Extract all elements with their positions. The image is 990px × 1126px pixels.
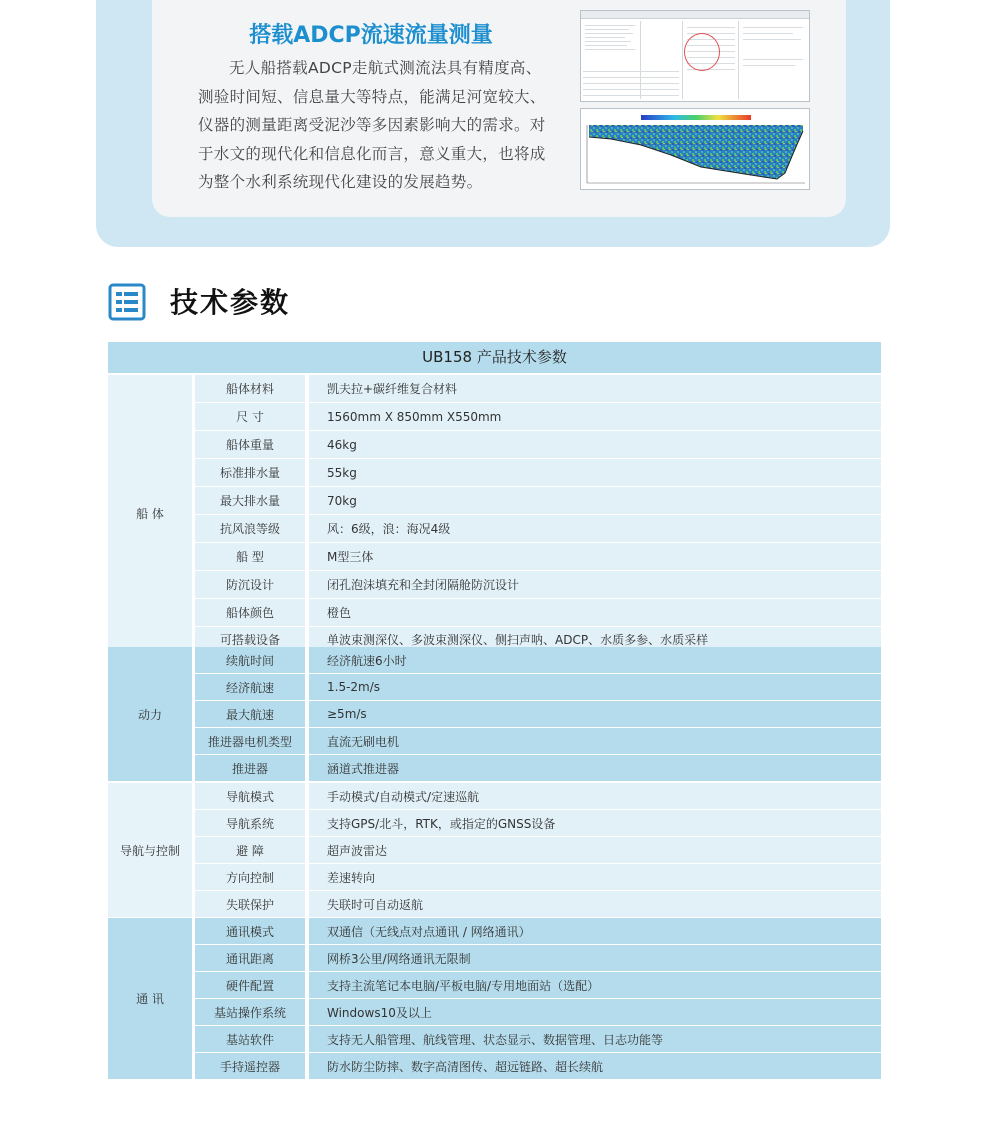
spec-value: 支持无人船管理、航线管理、状态显示、数据管理、日志功能等	[309, 1026, 881, 1052]
velocity-profile-image	[580, 108, 810, 190]
spec-value: 防水防尘防摔、数字高清图传、超远链路、超长续航	[309, 1053, 881, 1079]
spec-key: 标准排水量	[195, 459, 305, 486]
spec-key: 最大航速	[195, 701, 305, 727]
spec-row	[195, 755, 881, 781]
spec-row	[195, 999, 881, 1025]
spec-value: Windows10及以上	[309, 999, 881, 1025]
spec-row	[195, 728, 881, 754]
spec-row	[195, 487, 881, 514]
spec-key: 通讯距离	[195, 945, 305, 971]
section-title: 技术参数	[170, 286, 291, 319]
spec-row	[195, 891, 881, 917]
spec-row	[195, 1053, 881, 1079]
spec-value: 单波束测深仪、多波束测深仪、侧扫声呐、ADCP、水质多参、水质采样	[309, 627, 881, 652]
feature-title: 搭载ADCP流速流量测量	[249, 23, 493, 48]
spec-row	[195, 674, 881, 700]
spec-key: 通讯模式	[195, 918, 305, 944]
spec-group	[108, 647, 881, 781]
spec-value: 1560mm X 850mm X550mm	[309, 403, 881, 430]
spec-value: 70kg	[309, 487, 881, 514]
spec-list-icon	[108, 283, 146, 321]
spec-key: 硬件配置	[195, 972, 305, 998]
spec-row	[195, 431, 881, 458]
spec-row	[195, 515, 881, 542]
group-label: 船 体	[108, 375, 192, 652]
group-label: 通 讯	[108, 918, 192, 1079]
spec-value: 网桥3公里/网络通讯无限制	[309, 945, 881, 971]
spec-value: 手动模式/自动模式/定速巡航	[309, 783, 881, 809]
spec-key: 船体材料	[195, 375, 305, 402]
spec-key: 可搭载设备	[195, 627, 305, 652]
spec-key: 抗风浪等级	[195, 515, 305, 542]
spec-key: 基站操作系统	[195, 999, 305, 1025]
spec-value: 1.5-2m/s	[309, 674, 881, 700]
spec-value: 双通信（无线点对点通讯 / 网络通讯）	[309, 918, 881, 944]
spec-group	[108, 783, 881, 917]
spec-row	[195, 543, 881, 570]
spec-row	[195, 571, 881, 598]
spec-value: 凯夫拉+碳纤维复合材料	[309, 375, 881, 402]
spec-key: 防沉设计	[195, 571, 305, 598]
spec-row	[195, 837, 881, 863]
spec-key: 导航系统	[195, 810, 305, 836]
spec-key: 船体重量	[195, 431, 305, 458]
spec-key: 方向控制	[195, 864, 305, 890]
spec-key: 失联保护	[195, 891, 305, 917]
spec-row	[195, 783, 881, 809]
spec-row	[195, 375, 881, 402]
spec-key: 推进器电机类型	[195, 728, 305, 754]
spec-value: 失联时可自动返航	[309, 891, 881, 917]
spec-value: M型三体	[309, 543, 881, 570]
software-screenshot	[580, 10, 810, 102]
spec-value: 46kg	[309, 431, 881, 458]
spec-key: 船 型	[195, 543, 305, 570]
spec-key: 经济航速	[195, 674, 305, 700]
table-title: UB158 产品技术参数	[108, 342, 881, 373]
spec-row	[195, 810, 881, 836]
spec-value: ≥5m/s	[309, 701, 881, 727]
spec-key: 尺 寸	[195, 403, 305, 430]
spec-value: 风：6级，浪：海况4级	[309, 515, 881, 542]
spec-value: 涵道式推进器	[309, 755, 881, 781]
spec-value: 差速转向	[309, 864, 881, 890]
spec-row	[195, 1026, 881, 1052]
spec-value: 超声波雷达	[309, 837, 881, 863]
spec-key: 续航时间	[195, 647, 305, 673]
spec-row	[195, 918, 881, 944]
spec-key: 手持遥控器	[195, 1053, 305, 1079]
spec-key: 最大排水量	[195, 487, 305, 514]
spec-key: 避 障	[195, 837, 305, 863]
feature-description: 无人船搭载ADCP走航式测流法具有精度高、测验时间短、信息量大等特点，能满足河宽较大、仪器的测量距离受泥沙等多因素影响大的需求。对于水文的现代化和信息化而言，意义重大，也将成为整个水利系统现代化建设的发展趋势。	[198, 59, 546, 191]
group-label: 导航与控制	[108, 783, 192, 917]
spec-row	[195, 864, 881, 890]
spec-value: 经济航速6小时	[309, 647, 881, 673]
group-label: 动力	[108, 647, 192, 781]
spec-group	[108, 375, 881, 652]
spec-value: 闭孔泡沫填充和全封闭隔舱防沉设计	[309, 571, 881, 598]
spec-row	[195, 972, 881, 998]
spec-value: 支持GPS/北斗，RTK，或指定的GNSS设备	[309, 810, 881, 836]
spec-row	[195, 647, 881, 673]
spec-row	[195, 459, 881, 486]
spec-value: 橙色	[309, 599, 881, 626]
spec-key: 导航模式	[195, 783, 305, 809]
spec-value: 支持主流笔记本电脑/平板电脑/专用地面站（选配）	[309, 972, 881, 998]
spec-key: 基站软件	[195, 1026, 305, 1052]
spec-row	[195, 945, 881, 971]
spec-value: 直流无刷电机	[309, 728, 881, 754]
spec-row	[195, 599, 881, 626]
spec-group	[108, 918, 881, 1079]
spec-key: 推进器	[195, 755, 305, 781]
spec-key: 船体颜色	[195, 599, 305, 626]
spec-row	[195, 403, 881, 430]
spec-value: 55kg	[309, 459, 881, 486]
spec-row	[195, 701, 881, 727]
